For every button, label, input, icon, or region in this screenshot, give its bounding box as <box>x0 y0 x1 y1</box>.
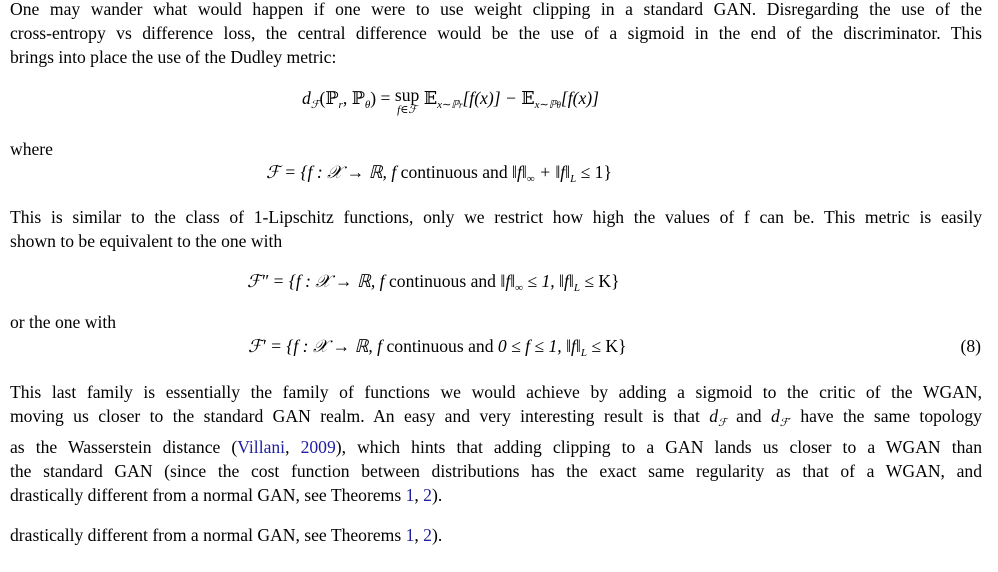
theorem-link[interactable]: 1 <box>405 485 415 505</box>
eq-subscript: L <box>580 347 587 359</box>
eq-symbol: ℱ = {f : 𝒳 → ℝ, f <box>266 162 397 182</box>
text-run: ), which hints that adding clipping to a GAN lands us closer to a WGAN than <box>335 437 982 457</box>
text-run: drastically different from a normal GAN, see Theorems <box>10 485 406 505</box>
text-run: drastically different from a normal GAN, see Theorems <box>10 525 406 545</box>
eq-symbol: , ℙ <box>342 88 365 108</box>
eq-symbol: ≤ 1, ‖f‖ <box>523 271 574 291</box>
paragraph-line: the standard GAN (since the cost function between distributions has the exact same regularity as that of a WGAN, and <box>10 461 982 481</box>
math-subscript: ℱ′ <box>779 416 791 429</box>
or-phrase: or the one with <box>10 312 117 332</box>
math-symbol: d <box>709 406 719 426</box>
eq-text: continuous and <box>396 162 513 182</box>
eq-text: continuous and <box>384 271 501 291</box>
eq-symbol: ℱ′ = {f : 𝒳 → ℝ, f <box>248 336 383 356</box>
eq-symbol: (ℙ <box>319 88 339 108</box>
paragraph-intro <box>10 0 982 69</box>
eq-subscript: x∼ℙ <box>534 99 557 111</box>
eq-symbol: ≤ K} <box>579 271 620 291</box>
eq-body: [f(x)] <box>560 88 599 108</box>
paragraph-line: shown to be equivalent to the one with <box>10 231 283 251</box>
expectation-symbol: 𝔼 <box>521 88 535 108</box>
eq-subscript: r <box>458 100 463 110</box>
citation-link[interactable]: Villani <box>237 437 286 457</box>
paragraph-line <box>10 435 982 459</box>
where-label: where <box>10 139 53 159</box>
paragraph-sigmoid-family <box>10 380 982 507</box>
eq-subscript: ∞ <box>526 173 535 185</box>
theorem-link[interactable]: 2 <box>423 485 432 505</box>
eq-symbol: ) = <box>370 88 395 108</box>
eq-subscript: ∞ <box>515 282 523 294</box>
text-run: ). <box>431 525 443 545</box>
text-run: , <box>414 525 424 545</box>
citation-year-link[interactable]: 2009 <box>300 437 336 457</box>
eq-subscript: L <box>573 282 580 294</box>
text-run: and <box>726 406 771 426</box>
equation-dudley-metric <box>302 86 599 117</box>
eq-subscript: θ <box>556 100 561 110</box>
eq-subscript: θ <box>364 99 371 111</box>
math-subscript: ℱ <box>718 416 727 429</box>
equation-function-class-f <box>266 160 612 191</box>
text-run: moving us closer to the standard GAN realm. An easy and very interesting result is that <box>10 406 710 426</box>
paragraph-line: One may wander what would happen if one were to use weight clipping in a standard GAN. Disregarding the use of the <box>10 0 982 19</box>
eq-text: continuous and <box>382 336 498 356</box>
sup-label: sup <box>394 85 420 105</box>
equation-function-class-f-double-prime <box>247 269 620 300</box>
sup-operator <box>395 86 419 116</box>
paragraph-line: This is similar to the class of 1-Lipschitz functions, only we restrict how high the values of f can be. This metric is easily <box>10 207 982 227</box>
theorem-link[interactable]: 2 <box>423 525 432 545</box>
text-run: have the same topology <box>790 406 982 426</box>
text-run: , <box>285 437 301 457</box>
paragraph-repeated-line <box>10 523 982 547</box>
text-run: as the Wasserstein distance ( <box>10 437 238 457</box>
equation-number: (8) <box>960 336 981 356</box>
eq-symbol: ℱ″ = {f : 𝒳 → ℝ, f <box>247 271 385 291</box>
theorem-link[interactable]: 1 <box>405 525 415 545</box>
paragraph-line <box>10 404 982 435</box>
math-symbol: d <box>770 406 780 426</box>
eq-body: [f(x)] − <box>462 88 522 108</box>
sup-subscript: f∈ℱ <box>397 104 417 116</box>
text-run: , <box>414 485 424 505</box>
eq-symbol: ≤ 1} <box>576 162 612 182</box>
eq-subscript: ℱ <box>310 98 320 111</box>
equation-function-class-f-prime <box>248 334 627 365</box>
paragraph-line <box>10 523 982 547</box>
eq-symbol: ‖f‖ <box>500 271 516 291</box>
eq-symbol: ‖f‖ <box>512 162 527 182</box>
paragraph-line: This last family is essentially the family of functions we would achieve by adding a sigmoid to the critic of the WGAN, <box>10 382 982 402</box>
eq-symbol: d <box>302 88 311 108</box>
paragraph-line: cross-entropy vs difference loss, the central difference would be the use of a sigmoid in the end of the discriminator. This <box>10 23 982 43</box>
eq-subscript: r <box>338 99 343 111</box>
paragraph-line <box>10 483 982 507</box>
eq-symbol: ≤ K} <box>586 336 627 356</box>
eq-symbol: 0 ≤ f ≤ 1, ‖f‖ <box>497 336 581 356</box>
expectation-symbol: 𝔼 <box>423 88 438 108</box>
text-run: ). <box>431 485 443 505</box>
paragraph-lipschitz <box>10 205 982 253</box>
eq-subscript: x∼ℙ <box>437 99 459 111</box>
eq-symbol: + ‖f‖ <box>534 162 571 182</box>
eq-subscript: L <box>570 173 577 185</box>
paragraph-line: brings into place the use of the Dudley metric: <box>10 47 337 67</box>
